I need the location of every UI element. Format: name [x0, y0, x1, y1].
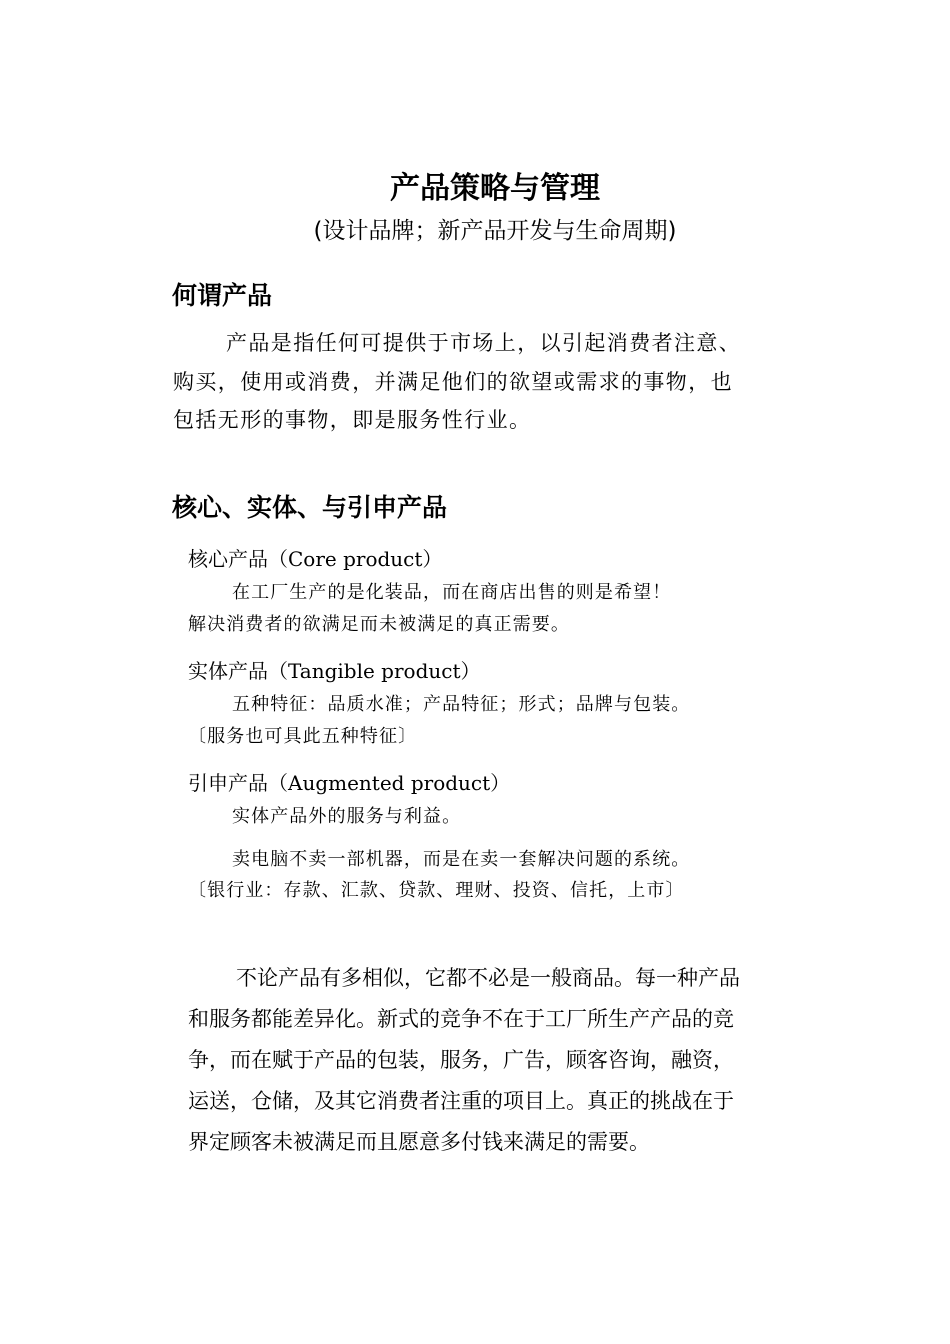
paragraph-line: 产品是指任何可提供于市场上，以引起消费者注意、 [226, 331, 742, 355]
page-subtitle: (设计品牌；新产品开发与生命周期) [313, 218, 677, 244]
paragraph-line: 包括无形的事物，即是服务性行业。 [173, 408, 532, 432]
augmented-product-line: 卖电脑不卖一部机器，而是在卖一套解决问题的系统。 [232, 849, 691, 870]
augmented-product-title: 引申产品（Augmented product） [188, 771, 511, 795]
augmented-product-line: 实体产品外的服务与利益。 [232, 806, 462, 827]
section-heading-what-is-product: 何谓产品 [172, 281, 273, 310]
closing-paragraph-line: 和服务都能差异化。新式的竞争不在于工厂所生产产品的竞 [188, 1007, 734, 1031]
closing-paragraph-line: 运送，仓储，及其它消费者注重的项目上。真正的挑战在于 [188, 1089, 734, 1113]
tangible-product-line: 〔服务也可具此五种特征〕 [188, 726, 418, 747]
core-product-line: 在工厂生产的是化装品，而在商店出售的则是希望！ [232, 582, 672, 603]
augmented-product-line: 〔银行业：存款、汇款、贷款、理财、投资、信托，上市〕 [188, 880, 685, 901]
core-product-line: 解决消费者的欲满足而未被满足的真正需要。 [188, 614, 570, 635]
tangible-product-title: 实体产品（Tangible product） [188, 659, 481, 683]
paragraph-line: 购买，使用或消费，并满足他们的欲望或需求的事物，也 [173, 370, 733, 394]
section-heading-product-levels: 核心、实体、与引申产品 [172, 493, 448, 522]
core-product-title: 核心产品（Core product） [188, 547, 443, 571]
closing-paragraph-line: 不论产品有多相似，它都不必是一般商品。每一种产品 [236, 966, 740, 990]
tangible-product-line: 五种特征：品质水准；产品特征；形式；品牌与包装。 [232, 694, 691, 715]
page-title: 产品策略与管理 [390, 171, 600, 206]
closing-paragraph-line: 界定顾客未被满足而且愿意多付钱来满足的需要。 [188, 1130, 650, 1154]
closing-paragraph-line: 争，而在赋于产品的包装，服务，广告，顾客咨询，融资， [188, 1048, 734, 1072]
